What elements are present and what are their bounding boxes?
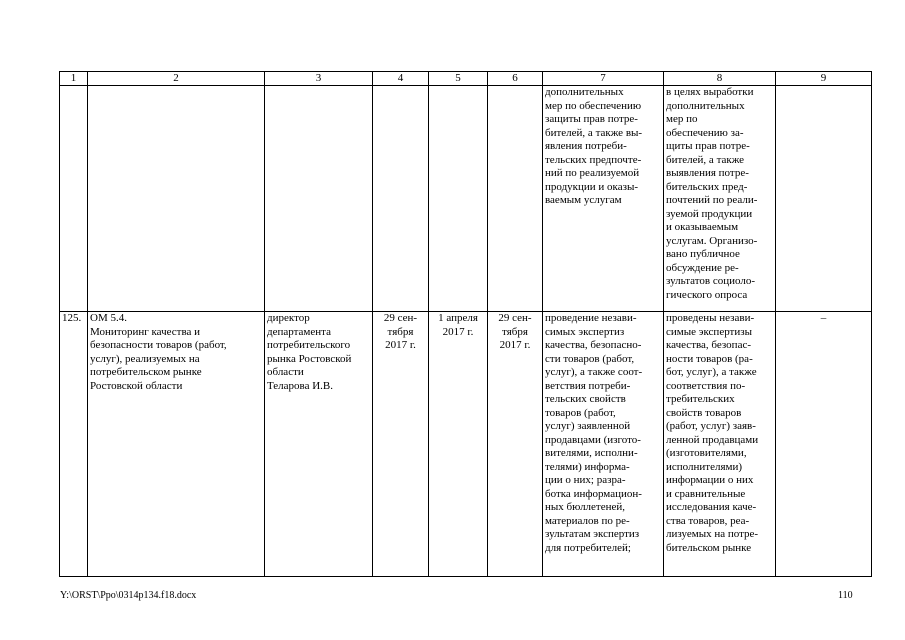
col-number-6: 6 [488, 72, 543, 86]
cont-col1 [60, 86, 88, 312]
text-line: ности товаров (ра- [666, 352, 753, 365]
responsible-person [265, 312, 373, 577]
text-line: и сравнительные [666, 487, 746, 500]
text-line: 2017 г. [442, 325, 474, 338]
text-line: продукции и оказы- [545, 180, 639, 193]
text-line: дополнительных [666, 99, 745, 112]
text-line: потребительском рынке [90, 366, 202, 378]
text-line: ний по реализуемой [545, 167, 640, 179]
text-line: гического опроса [666, 288, 748, 301]
text-line: ции о них; разра- [545, 474, 626, 486]
text-line: выявления потре- [666, 167, 749, 179]
actual-results [664, 312, 776, 577]
text-line: качества, безопасно- [545, 339, 642, 351]
text-line: проведены незави- [666, 312, 755, 324]
text-line: 2017 г. [385, 339, 416, 351]
text-line: соответствия по- [666, 379, 746, 392]
text-line: лизуемых на потре- [666, 528, 759, 540]
document-table [59, 71, 872, 577]
text-line: материалов по ре- [545, 514, 630, 527]
text-line: услуг), а также соот- [545, 366, 643, 378]
text-line: зультатам экспертиз [545, 528, 640, 540]
text-line: (изготовителями, [666, 447, 747, 459]
text-line: (работ, услуг) заяв- [666, 420, 756, 432]
text-line: зультатов социоло- [666, 275, 756, 287]
text-line: обеспечению за- [666, 126, 744, 139]
text-line: безопасности товаров (работ, [90, 339, 227, 351]
col-number-3: 3 [265, 72, 373, 86]
text-line: исследования каче- [666, 501, 757, 513]
text-line: сти товаров (работ, [545, 352, 635, 365]
text-line: свойств товаров [666, 406, 742, 419]
text-line: вителями, исполни- [545, 447, 638, 459]
text-line: мер по [666, 113, 698, 125]
text-line: услуг) заявленной [545, 420, 631, 432]
measure-title [88, 312, 265, 577]
cont-col3 [265, 86, 373, 312]
text-line: обсуждение ре- [666, 261, 739, 274]
text-line: зуемой продукции [666, 207, 753, 220]
table-row-125 [60, 312, 872, 577]
date-col6 [488, 312, 543, 577]
cont-col6 [488, 86, 543, 312]
text-line: бот, услуг), а также [666, 366, 757, 378]
file-path-footer: Y:\ORST\Ppo\0314p134.f18.docx [60, 590, 197, 601]
text-line: ных бюллетеней, [545, 501, 626, 513]
text-line: ботка информацион- [545, 487, 642, 500]
text-line: 29 сен- [498, 312, 532, 324]
text-line: товаров (работ, [545, 406, 616, 419]
text-line: ленной продавцами [666, 433, 759, 446]
continuation-row [60, 86, 872, 312]
col-number-2: 2 [88, 72, 265, 86]
text-line: бителей, а также вы- [545, 126, 643, 139]
date-col5 [429, 312, 488, 577]
text-line: для потребителей; [545, 541, 631, 554]
text-line: 29 сен- [383, 312, 418, 324]
text-line: тября [502, 325, 528, 338]
col-number-5: 5 [429, 72, 488, 86]
text-line: области [267, 366, 304, 378]
text-line: директор [267, 312, 310, 324]
text-line: исполнителями) [666, 460, 743, 473]
col-number-4: 4 [373, 72, 429, 86]
planned-actions [543, 312, 664, 577]
text-line: качества, безопас- [666, 339, 751, 351]
col-number-9: 9 [776, 72, 872, 86]
text-line: услуг), реализуемых на [90, 352, 200, 365]
text-line: щиты прав потре- [666, 140, 750, 152]
column-number-row [60, 72, 872, 86]
text-line: требительских [666, 393, 735, 405]
cont-col9 [776, 86, 872, 312]
col-number-1: 1 [60, 72, 88, 86]
text-line: симые экспертизы [666, 325, 752, 338]
cont-col5 [429, 86, 488, 312]
text-line: потребительского [267, 339, 351, 351]
text-line: информации о них [666, 474, 754, 486]
text-line: в целях выработки [666, 86, 754, 98]
text-line: тельских свойств [545, 393, 626, 405]
text-line: тельских предпочте- [545, 153, 642, 166]
text-line: департамента [267, 325, 331, 338]
cont-result-text [664, 86, 776, 312]
text-line: проведение незави- [545, 312, 637, 324]
date-col4 [373, 312, 429, 577]
cont-measure-text [543, 86, 664, 312]
col-number-8: 8 [664, 72, 776, 86]
text-line: Ростовской области [90, 379, 183, 392]
text-line: Мониторинг качества и [90, 325, 201, 338]
text-line: 1 апреля [438, 312, 478, 324]
text-line: бителей, а также [666, 153, 745, 166]
cont-col4 [373, 86, 429, 312]
text-line: защиты прав потре- [545, 113, 638, 125]
text-line: продавцами (изгото- [545, 433, 641, 446]
text-line: дополнительных [545, 86, 624, 98]
text-line: рынка Ростовской [267, 352, 352, 365]
row-number: 125. [60, 312, 88, 577]
cont-col2 [88, 86, 265, 312]
col-number-7: 7 [543, 72, 664, 86]
notes-dash: – [776, 312, 872, 577]
text-line: тября [387, 325, 414, 338]
text-line: и оказываемым [666, 221, 739, 233]
text-line: явления потреби- [545, 140, 627, 152]
text-line: почтений по реали- [666, 194, 758, 206]
text-line: ваемым услугам [545, 194, 622, 206]
text-line: бительских пред- [666, 180, 748, 193]
text-line: мер по обеспечению [545, 99, 642, 112]
text-line: ветствия потреби- [545, 379, 631, 392]
text-line: 2017 г. [499, 339, 531, 351]
text-line: Теларова И.В. [267, 379, 334, 392]
text-line: вано публичное [666, 248, 740, 260]
text-line: ОМ 5.4. [90, 312, 127, 324]
text-line: симых экспертиз [545, 325, 625, 338]
text-line: бительском рынке [666, 541, 752, 554]
page-number: 110 [838, 590, 853, 601]
text-line: телями) информа- [545, 460, 630, 473]
text-line: услугам. Организо- [666, 234, 758, 247]
text-line: ства товаров, реа- [666, 514, 750, 527]
